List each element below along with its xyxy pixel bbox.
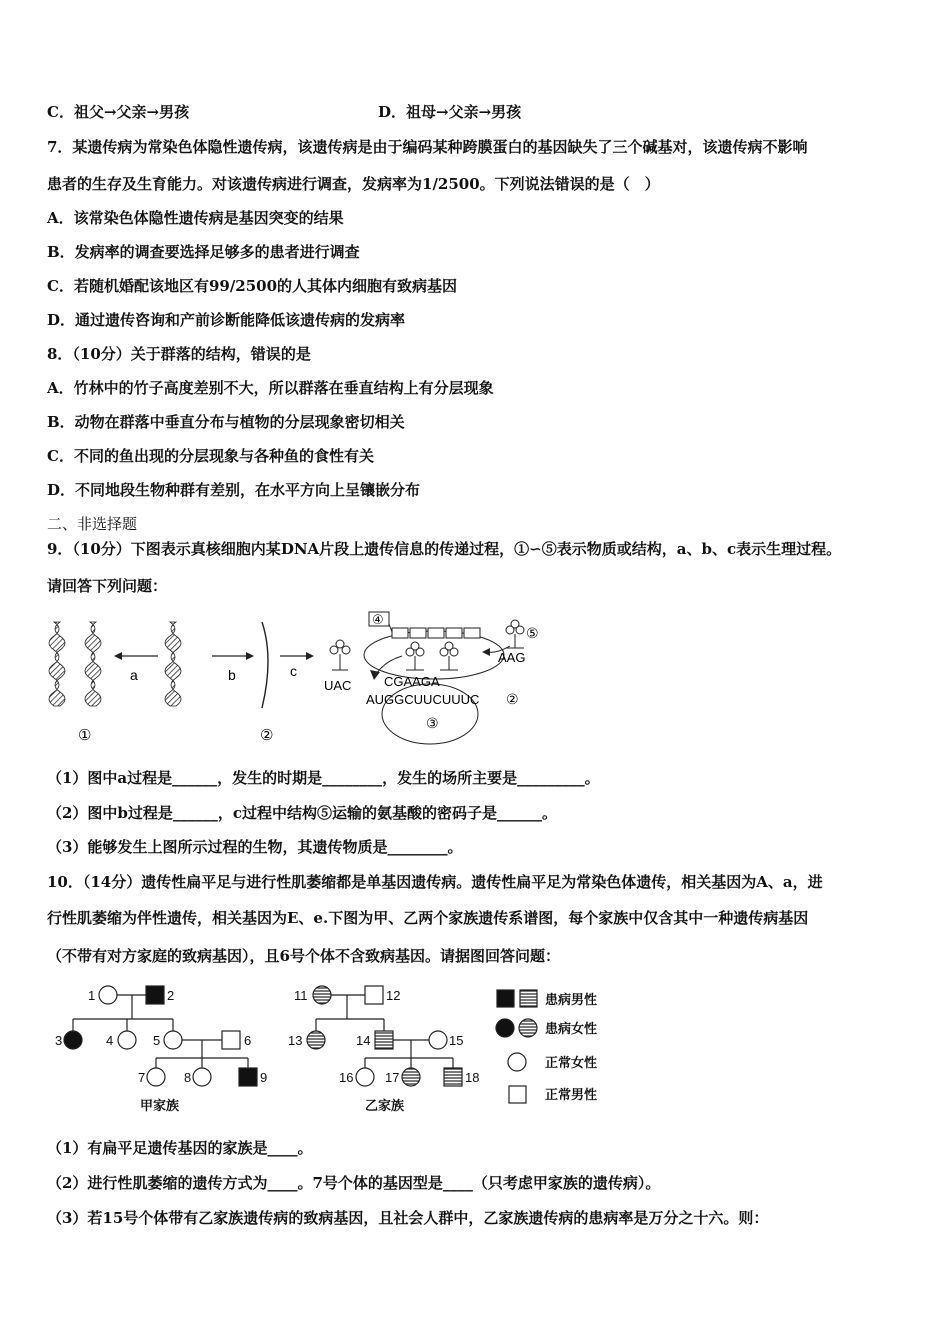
label-11: 11 — [294, 988, 308, 1003]
legend-normal-female-label: 正常女性 — [545, 1055, 598, 1070]
label-14: 14 — [356, 1033, 371, 1048]
person-9 — [239, 1068, 257, 1086]
family-jia-label: 甲家族 — [140, 1098, 180, 1113]
question-8: 8．（10分）关于群落的结构，错误的是 — [47, 345, 311, 363]
person-15 — [429, 1031, 447, 1049]
legend-normal-male — [509, 1086, 526, 1103]
option-8a: A．竹林中的竹子高度差别不大，所以群落在垂直结构上有分层现象 — [47, 379, 494, 397]
label-1: 1 — [88, 988, 96, 1003]
person-6 — [222, 1031, 240, 1049]
person-7 — [147, 1068, 165, 1086]
question-9-sub3: （3）能够发生上图所示过程的生物，其遗传物质是________。 — [47, 838, 463, 856]
label-2b: ② — [506, 691, 519, 707]
person-1 — [99, 986, 117, 1004]
label-5: ⑤ — [526, 625, 539, 641]
legend-normal-female — [508, 1053, 526, 1071]
trna-left — [330, 640, 350, 670]
person-4 — [118, 1031, 136, 1049]
person-18 — [444, 1068, 462, 1086]
option-8d: D．不同地段生物种群有差别，在水平方向上呈镶嵌分布 — [47, 481, 421, 499]
option-7a: A．该常染色体隐性遗传病是基因突变的结果 — [47, 209, 344, 227]
pedigree-figure — [50, 978, 620, 1123]
question-10-line3: （不带有对方家庭的致病基因），且6号个体不含致病基因。请据图回答问题： — [47, 947, 560, 965]
question-9-line1: 9．（10分）下图表示真核细胞内某DNA片段上遗传信息的传递过程，①∽⑤表示物质或结构，a、b、c表示生理过程。 — [47, 540, 842, 558]
question-10-sub3: （3）若15号个体带有乙家族遗传病的致病基因，且社会人群中，乙家族遗传病的患病率是万分之十六。则： — [47, 1209, 769, 1227]
question-9-sub2: （2）图中b过程是______，c过程中结构⑤运输的氨基酸的密码子是______。 — [47, 804, 558, 822]
label-a: a — [130, 667, 138, 683]
label-7: 7 — [138, 1070, 146, 1085]
option-6c: C．祖父→父亲→男孩 — [47, 103, 190, 121]
legend-affected-male-striped — [520, 990, 537, 1007]
label-13: 13 — [288, 1033, 303, 1048]
label-16: 16 — [339, 1070, 354, 1085]
mrna-strand — [262, 622, 268, 708]
trna-in-ribosome — [406, 642, 458, 670]
option-7d: D．通过遗传咨询和产前诊断能降低该遗传病的发病率 — [47, 311, 406, 329]
question-7-line2: 患者的生存及生育能力。对该遗传病进行调查，发病率为1/2500。下列说法错误的是（ ） — [47, 175, 660, 193]
anticodon-aag: AAG — [498, 650, 526, 665]
peptide-chain — [392, 628, 480, 638]
person-16 — [356, 1068, 374, 1086]
label-c: c — [290, 663, 297, 679]
option-6d: D．祖母→父亲→男孩 — [378, 103, 522, 121]
trna-right — [506, 620, 524, 648]
question-9-sub1: （1）图中a过程是______，发生的时期是________，发生的场所主要是_________。 — [47, 769, 600, 787]
legend-affected-female-striped — [519, 1019, 537, 1037]
mrna-sequence: AUGGCUUCUUUC — [366, 692, 480, 707]
label-3: 3 — [55, 1033, 63, 1048]
label-1: ① — [78, 727, 92, 744]
question-10-sub2: （2）进行性肌萎缩的遗传方式为____。7号个体的基因型是____（只考虑甲家族的遗传病）。 — [47, 1174, 661, 1192]
label-18: 18 — [465, 1070, 480, 1085]
person-5 — [164, 1031, 182, 1049]
person-3 — [64, 1031, 82, 1049]
dna-helix-left-2 — [85, 622, 101, 706]
label-12: 12 — [386, 988, 401, 1003]
person-11 — [313, 986, 331, 1004]
question-10-line2: 行性肌萎缩为伴性遗传，相关基因为E、e.下图为甲、乙两个家族遗传系谱图，每个家族中仅含其中一种遗传病基因 — [47, 909, 809, 927]
person-13 — [307, 1031, 325, 1049]
person-8 — [193, 1068, 211, 1086]
person-14 — [375, 1031, 393, 1049]
label-6: 6 — [244, 1033, 252, 1048]
question-9-line2: 请回答下列问题： — [47, 577, 168, 595]
label-5: 5 — [153, 1033, 161, 1048]
option-7c: C．若随机婚配该地区有99/2500的人其体内细胞有致病基因 — [47, 277, 458, 295]
label-8: 8 — [184, 1070, 192, 1085]
legend-affected-female-solid — [496, 1019, 514, 1037]
family-yi-label: 乙家族 — [365, 1098, 405, 1113]
anticodon-uac: UAC — [324, 678, 352, 693]
dna-helix-left-1 — [49, 622, 65, 706]
label-b: b — [228, 667, 236, 683]
person-17 — [402, 1068, 420, 1086]
option-8b: B．动物在群落中垂直分布与植物的分层现象密切相关 — [47, 413, 405, 431]
dna-helix-middle — [165, 622, 181, 706]
legend-affected-male-solid — [497, 990, 514, 1007]
legend-normal-male-label: 正常男性 — [545, 1087, 598, 1102]
label-2: ② — [260, 727, 274, 744]
label-9: 9 — [260, 1070, 268, 1085]
person-2 — [146, 986, 164, 1004]
label-3: ③ — [426, 715, 439, 731]
legend-affected-male-label: 患病男性 — [545, 992, 598, 1007]
label-15: 15 — [449, 1033, 464, 1048]
anticodons-cgaaga: CGAAGA — [384, 674, 440, 689]
option-7b: B．发病率的调查要选择足够多的患者进行调查 — [47, 243, 360, 261]
question-10-sub1: （1）有扁平足遗传基因的家族是____。 — [47, 1139, 313, 1157]
legend-affected-female-label: 患病女性 — [545, 1021, 598, 1036]
label-4: ④ — [372, 612, 384, 627]
person-12 — [365, 986, 383, 1004]
label-4: 4 — [106, 1033, 114, 1048]
section-2-heading: 二、非选择题 — [47, 515, 138, 533]
dna-transcription-figure — [40, 610, 560, 750]
question-7-line1: 7．某遗传病为常染色体隐性遗传病，该遗传病是由于编码某种跨膜蛋白的基因缺失了三个碱基对，该遗传病不影响 — [47, 138, 808, 156]
label-17: 17 — [385, 1070, 400, 1085]
label-2: 2 — [167, 988, 175, 1003]
question-10-line1: 10．（14分）遗传性扁平足与进行性肌萎缩都是单基因遗传病。遗传性扁平足为常染色体遗传，相关基因为A、a，进 — [47, 873, 823, 891]
option-8c: C．不同的鱼出现的分层现象与各种鱼的食性有关 — [47, 447, 374, 465]
